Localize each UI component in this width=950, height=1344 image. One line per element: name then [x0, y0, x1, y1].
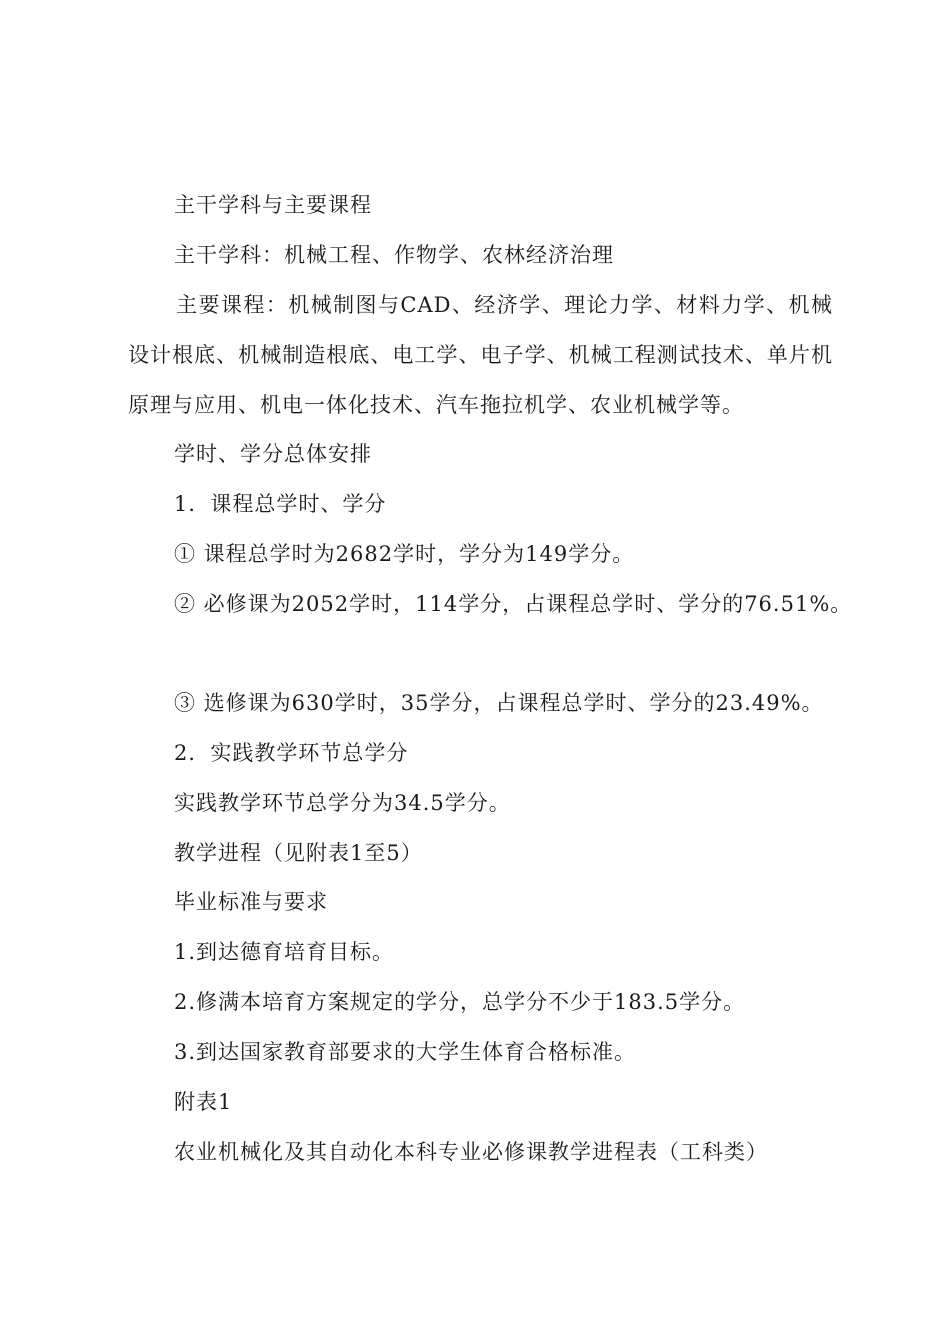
appendix-label: 附表1	[174, 1090, 233, 1114]
main-courses-paragraph: 主要课程：机械制图与CAD、经济学、理论力学、材料力学、机械设计根底、机械制造根底、电工学、电子学、机械工程测试技术、单片机原理与应用、机电一体化技术、汽车拖拉机学、农业机械学等。	[128, 293, 833, 417]
practice-heading: 2．实践教学环节总学分	[174, 741, 409, 765]
required-courses-item: ② 必修课为2052学时，114学分，占课程总学时、学分的76.51%。	[174, 592, 853, 616]
elective-courses-item: ③ 选修课为630学时，35学分，占课程总学时、学分的23.49%。	[174, 691, 824, 715]
graduation-requirement-3: 3.到达国家教育部要求的大学生体育合格标准。	[174, 1040, 637, 1064]
graduation-heading: 毕业标准与要求	[174, 890, 328, 914]
section-heading-hours-credits: 学时、学分总体安排	[174, 442, 372, 466]
teaching-schedule-heading: 教学进程（见附表1至5）	[174, 841, 423, 865]
graduation-requirement-2: 2.修满本培育方案规定的学分，总学分不少于183.5学分。	[174, 990, 746, 1014]
course-total-heading: 1．课程总学时、学分	[174, 492, 387, 516]
practice-total-text: 实践教学环节总学分为34.5学分。	[174, 791, 511, 815]
section-heading-main-subjects: 主干学科与主要课程	[174, 193, 372, 217]
graduation-requirement-1: 1.到达德育培育目标。	[174, 940, 395, 964]
total-hours-item: ① 课程总学时为2682学时，学分为149学分。	[174, 542, 635, 566]
main-subjects-text: 主干学科：机械工程、作物学、农林经济治理	[174, 243, 614, 267]
appendix-title: 农业机械化及其自动化本科专业必修课教学进程表（工科类）	[174, 1140, 768, 1164]
